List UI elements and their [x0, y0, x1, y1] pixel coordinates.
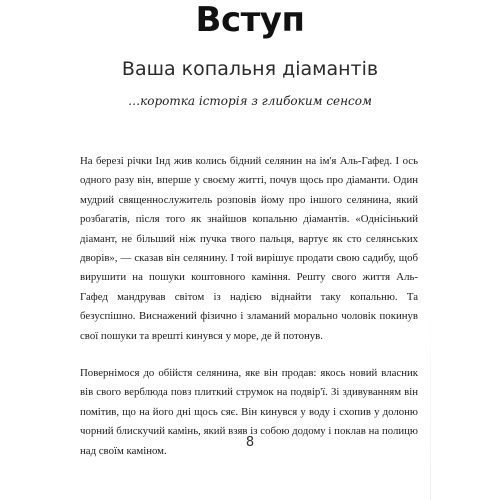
paragraph: На березі річки Інд жив колись бідний селянин на ім'я Аль-Гафед. І ось одного разу він, вперше у своєму житті, почув щось про діаманти. Один мудрий священнослужитель розповів йому про іншого селянина, який розбагатів, після того як знайшов копальню діамантів. «Однісінький діамант, не більший ніж пучка твого пальця, вартує як сто селянських дворів», — сказав він селянину. І той вирішує продати свою садибу, щоб вирушити на пошуки коштовного каміння. Решту свого життя Аль-Гафед мандрував світом із надією віднайти таку копальню. Та безуспішно. Виснажений фізично і зламаний морально чоловік покинув свої пошуки та врешті кинувся у море, де й потонув. [80, 155, 418, 342]
chapter-tagline: …коротка історія з глибоким сенсом [128, 94, 372, 108]
page-fold-shadow [430, 300, 431, 500]
body-text [80, 152, 418, 479]
chapter-title: Вступ [195, 0, 305, 40]
paragraph: Повернімося до обійстя селянина, яке він продав: якось новий власник вів свого верблюда повз плиткий струмок на подвір'ї. Зі здивуванням він помітив, що на його дні щось сяє. Він кинувся у воду і схопив у долоню чорний блискучий камінь, який взяв із собою додому і поклав на полицю над своїм каміном. [80, 367, 418, 457]
chapter-subtitle: Ваша копальня діамантів [121, 58, 379, 80]
page-number: 8 [245, 435, 255, 450]
